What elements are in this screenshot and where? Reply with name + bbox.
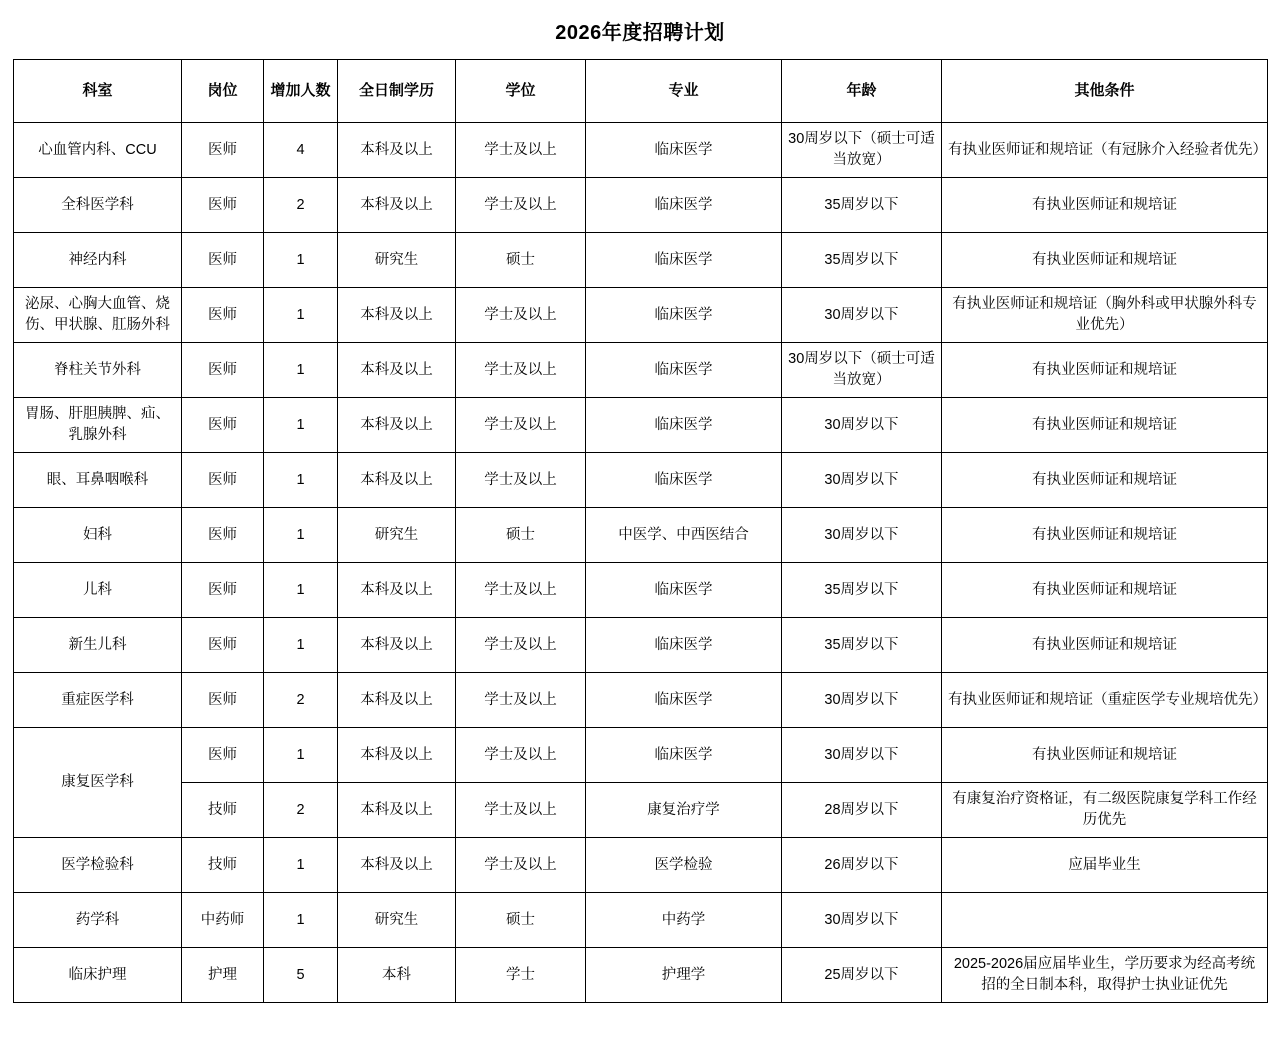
cell-other-requirements: 有执业医师证和规培证 (942, 563, 1268, 618)
cell-position: 医师 (182, 563, 264, 618)
cell-position: 医师 (182, 288, 264, 343)
cell-position: 医师 (182, 618, 264, 673)
table-header-row (14, 60, 1268, 123)
cell-age: 30周岁以下 (782, 288, 942, 343)
cell-other-requirements: 有执业医师证和规培证 (942, 453, 1268, 508)
cell-position: 医师 (182, 233, 264, 288)
column-header-position: 岗位 (182, 60, 264, 123)
cell-position: 护理 (182, 948, 264, 1003)
cell-position: 医师 (182, 178, 264, 233)
cell-age: 30周岁以下 (782, 453, 942, 508)
cell-education: 本科及以上 (338, 838, 456, 893)
cell-degree: 学士及以上 (456, 673, 586, 728)
cell-major: 临床医学 (586, 123, 782, 178)
cell-education: 本科及以上 (338, 453, 456, 508)
cell-age: 30周岁以下 (782, 508, 942, 563)
column-header-headcount: 增加人数 (264, 60, 338, 123)
cell-position: 医师 (182, 398, 264, 453)
cell-headcount: 1 (264, 563, 338, 618)
column-header-degree: 学位 (456, 60, 586, 123)
cell-department: 胃肠、肝胆胰脾、疝、乳腺外科 (14, 398, 182, 453)
cell-other-requirements: 有康复治疗资格证，有二级医院康复学科工作经历优先 (942, 783, 1268, 838)
cell-other-requirements: 有执业医师证和规培证 (942, 508, 1268, 563)
cell-degree: 学士及以上 (456, 178, 586, 233)
column-header-other-requirements: 其他条件 (942, 60, 1268, 123)
table-row (14, 508, 1268, 563)
cell-major: 临床医学 (586, 288, 782, 343)
cell-degree: 学士及以上 (456, 728, 586, 783)
cell-position: 医师 (182, 508, 264, 563)
cell-age: 26周岁以下 (782, 838, 942, 893)
cell-headcount: 2 (264, 673, 338, 728)
cell-position: 医师 (182, 453, 264, 508)
cell-headcount: 1 (264, 838, 338, 893)
cell-age: 30周岁以下 (782, 673, 942, 728)
cell-department: 心血管内科、CCU (14, 123, 182, 178)
cell-department: 妇科 (14, 508, 182, 563)
cell-degree: 硕士 (456, 508, 586, 563)
cell-position: 医师 (182, 343, 264, 398)
cell-education: 研究生 (338, 508, 456, 563)
table-row (14, 563, 1268, 618)
cell-other-requirements (942, 893, 1268, 948)
cell-education: 本科及以上 (338, 673, 456, 728)
cell-degree: 学士及以上 (456, 783, 586, 838)
cell-other-requirements: 2025-2026届应届毕业生，学历要求为经高考统招的全日制本科，取得护士执业证优先 (942, 948, 1268, 1003)
cell-degree: 学士及以上 (456, 398, 586, 453)
cell-department: 新生儿科 (14, 618, 182, 673)
cell-position: 医师 (182, 728, 264, 783)
cell-age: 25周岁以下 (782, 948, 942, 1003)
cell-position: 技师 (182, 783, 264, 838)
cell-major: 临床医学 (586, 618, 782, 673)
cell-degree: 学士及以上 (456, 618, 586, 673)
cell-other-requirements: 有执业医师证和规培证 (942, 398, 1268, 453)
table-row (14, 673, 1268, 728)
cell-age: 28周岁以下 (782, 783, 942, 838)
cell-age: 30周岁以下 (782, 728, 942, 783)
cell-headcount: 2 (264, 783, 338, 838)
cell-major: 医学检验 (586, 838, 782, 893)
cell-headcount: 1 (264, 453, 338, 508)
table-row (14, 178, 1268, 233)
cell-age: 30周岁以下（硕士可适当放宽） (782, 123, 942, 178)
table-row (14, 728, 1268, 783)
table-row (14, 948, 1268, 1003)
cell-headcount: 1 (264, 288, 338, 343)
cell-age: 35周岁以下 (782, 178, 942, 233)
cell-major: 临床医学 (586, 233, 782, 288)
cell-headcount: 5 (264, 948, 338, 1003)
cell-major: 临床医学 (586, 453, 782, 508)
table-row (14, 233, 1268, 288)
cell-major: 临床医学 (586, 673, 782, 728)
table-header (14, 60, 1268, 123)
cell-education: 本科及以上 (338, 783, 456, 838)
cell-education: 本科及以上 (338, 288, 456, 343)
table-body (14, 123, 1268, 1003)
cell-headcount: 1 (264, 233, 338, 288)
cell-headcount: 2 (264, 178, 338, 233)
cell-department: 药学科 (14, 893, 182, 948)
cell-department: 泌尿、心胸大血管、烧伤、甲状腺、肛肠外科 (14, 288, 182, 343)
cell-other-requirements: 有执业医师证和规培证 (942, 178, 1268, 233)
cell-degree: 硕士 (456, 233, 586, 288)
table-row (14, 343, 1268, 398)
table-row (14, 453, 1268, 508)
cell-age: 30周岁以下 (782, 398, 942, 453)
cell-department: 康复医学科 (14, 728, 182, 838)
cell-education: 本科 (338, 948, 456, 1003)
cell-position: 医师 (182, 123, 264, 178)
cell-age: 35周岁以下 (782, 233, 942, 288)
cell-other-requirements: 有执业医师证和规培证（重症医学专业规培优先） (942, 673, 1268, 728)
cell-age: 30周岁以下（硕士可适当放宽） (782, 343, 942, 398)
cell-department: 全科医学科 (14, 178, 182, 233)
cell-education: 本科及以上 (338, 123, 456, 178)
table-row (14, 123, 1268, 178)
cell-age: 35周岁以下 (782, 618, 942, 673)
cell-other-requirements: 有执业医师证和规培证 (942, 728, 1268, 783)
cell-major: 临床医学 (586, 728, 782, 783)
cell-position: 中药师 (182, 893, 264, 948)
cell-major: 康复治疗学 (586, 783, 782, 838)
cell-degree: 学士及以上 (456, 343, 586, 398)
cell-other-requirements: 有执业医师证和规培证 (942, 233, 1268, 288)
table-row (14, 893, 1268, 948)
table-row (14, 288, 1268, 343)
cell-headcount: 1 (264, 618, 338, 673)
cell-headcount: 1 (264, 398, 338, 453)
column-header-education: 全日制学历 (338, 60, 456, 123)
cell-education: 研究生 (338, 893, 456, 948)
cell-major: 护理学 (586, 948, 782, 1003)
cell-headcount: 1 (264, 343, 338, 398)
cell-major: 临床医学 (586, 343, 782, 398)
cell-major: 临床医学 (586, 398, 782, 453)
page-title: 2026年度招聘计划 (555, 22, 725, 44)
cell-degree: 学士及以上 (456, 288, 586, 343)
column-header-department: 科室 (14, 60, 182, 123)
cell-headcount: 4 (264, 123, 338, 178)
cell-headcount: 1 (264, 508, 338, 563)
cell-major: 中药学 (586, 893, 782, 948)
cell-age: 35周岁以下 (782, 563, 942, 618)
cell-degree: 硕士 (456, 893, 586, 948)
cell-other-requirements: 有执业医师证和规培证 (942, 343, 1268, 398)
cell-major: 中医学、中西医结合 (586, 508, 782, 563)
cell-degree: 学士及以上 (456, 563, 586, 618)
cell-headcount: 1 (264, 728, 338, 783)
cell-position: 医师 (182, 673, 264, 728)
cell-education: 本科及以上 (338, 563, 456, 618)
cell-degree: 学士及以上 (456, 123, 586, 178)
cell-education: 本科及以上 (338, 398, 456, 453)
cell-headcount: 1 (264, 893, 338, 948)
cell-department: 儿科 (14, 563, 182, 618)
column-header-age: 年龄 (782, 60, 942, 123)
table-row (14, 838, 1268, 893)
cell-education: 本科及以上 (338, 618, 456, 673)
cell-education: 本科及以上 (338, 728, 456, 783)
cell-major: 临床医学 (586, 563, 782, 618)
cell-department: 临床护理 (14, 948, 182, 1003)
cell-department: 脊柱关节外科 (14, 343, 182, 398)
cell-department: 重症医学科 (14, 673, 182, 728)
cell-education: 本科及以上 (338, 343, 456, 398)
cell-department: 神经内科 (14, 233, 182, 288)
table-row (14, 618, 1268, 673)
cell-position: 技师 (182, 838, 264, 893)
cell-other-requirements: 有执业医师证和规培证（有冠脉介入经验者优先） (942, 123, 1268, 178)
cell-degree: 学士 (456, 948, 586, 1003)
cell-degree: 学士及以上 (456, 453, 586, 508)
cell-department: 医学检验科 (14, 838, 182, 893)
cell-education: 研究生 (338, 233, 456, 288)
table-row (14, 783, 1268, 838)
cell-degree: 学士及以上 (456, 838, 586, 893)
cell-other-requirements: 有执业医师证和规培证 (942, 618, 1268, 673)
cell-other-requirements: 有执业医师证和规培证（胸外科或甲状腺外科专业优先） (942, 288, 1268, 343)
cell-department: 眼、耳鼻咽喉科 (14, 453, 182, 508)
recruitment-plan-table (13, 59, 1268, 1003)
cell-education: 本科及以上 (338, 178, 456, 233)
cell-other-requirements: 应届毕业生 (942, 838, 1268, 893)
table-row (14, 398, 1268, 453)
column-header-major: 专业 (586, 60, 782, 123)
cell-major: 临床医学 (586, 178, 782, 233)
cell-age: 30周岁以下 (782, 893, 942, 948)
